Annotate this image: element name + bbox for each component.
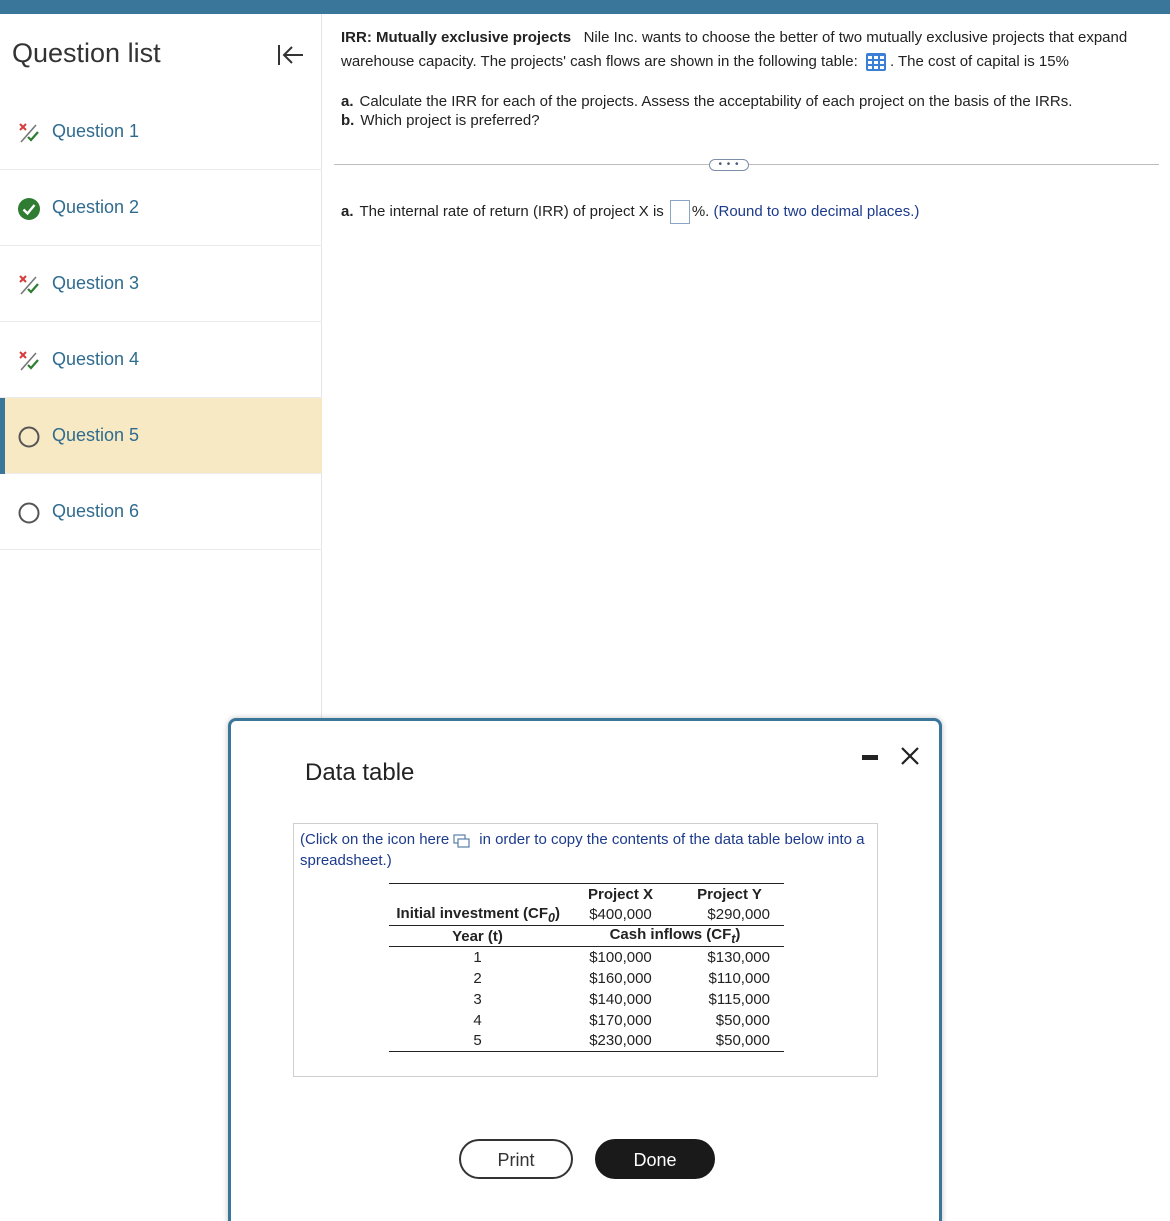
project-x-cell: $100,000 [589,948,652,966]
rounding-hint: (Round to two decimal places.) [713,203,920,220]
sidebar-item-question-2[interactable] [0,170,322,246]
sidebar-item-label: Question 2 [52,197,140,217]
project-y-cell: $115,000 [708,990,770,1008]
modal-title: Data table [305,759,415,786]
cash-inflows-label: Cash inflows $(CF_t)$ [566,926,784,947]
part-a-text: Calculate the IRR for each of the projects. Assess the acceptability of each project on the basis of the IRRs. [359,93,1073,110]
year-cell: 1 [473,948,482,966]
data-table-box [293,823,878,1077]
year-cell: 2 [473,969,482,987]
unanswered-circle-icon [17,501,41,525]
sidebar-item-label: Question 5 [52,425,140,445]
question-title: IRR: Mutually exclusive projects [341,29,572,46]
part-b-label: b. [341,112,355,129]
answer-row [341,200,919,224]
part-a-label: a. [341,93,354,110]
sidebar-item-label: Question 1 [52,121,140,141]
year-cell: 4 [473,1011,482,1029]
partial-credit-icon [17,121,41,145]
complete-check-icon [17,197,41,221]
sidebar-item-label: Question 4 [52,349,140,369]
copy-note-before: (Click on the icon here [300,831,450,848]
table-row [389,968,784,989]
project-x-cell: $140,000 [589,990,652,1008]
close-icon[interactable] [899,745,921,767]
project-y-cell: $110,000 [708,969,770,987]
collapse-sidebar-icon[interactable] [276,42,306,68]
data-table-icon[interactable] [865,52,887,72]
cost-of-capital-text: . The cost of capital is 15% [889,53,1069,70]
data-table-modal [228,718,942,1221]
sidebar-item-question-6[interactable] [0,474,322,550]
irr-answer-input[interactable] [670,200,690,224]
project-x-cell: $230,000 [566,1031,675,1052]
cash-flow-table [389,883,784,1052]
question-text [341,26,1166,74]
col-header-project-y: Project Y [675,884,784,905]
project-x-cell: $170,000 [589,1011,652,1029]
year-header-row [389,926,784,947]
sidebar-header [0,14,322,94]
expand-more-button[interactable]: • • • [709,159,749,171]
sidebar-item-label: Question 6 [52,501,140,521]
copy-note-after: in order to copy the contents of the data table below into a spreadsheet.) [300,831,865,869]
table-header-blank [389,884,566,905]
initial-investment-label: Initial investment $(CF_0)$ [396,904,560,925]
project-x-cell: $160,000 [589,969,652,987]
top-bar [0,0,1170,14]
project-y-cell: $50,000 [675,1031,784,1052]
copy-note [300,829,865,871]
year-cell: 3 [473,990,482,1008]
project-y-cell: $50,000 [715,1011,770,1029]
done-button[interactable]: Done [595,1139,715,1179]
sidebar-item-question-5[interactable] [0,398,322,474]
year-cell: 5 [389,1031,566,1052]
col-header-project-x: Project X [566,884,675,905]
part-b-text: Which project is preferred? [360,112,540,129]
unanswered-circle-icon [17,425,41,449]
initial-investment-y: $290,000 [707,906,770,924]
question-parts [341,92,1072,130]
table-row [389,1031,784,1052]
sidebar-item-question-1[interactable] [0,94,322,170]
answer-suffix: %. [691,203,710,220]
copy-to-spreadsheet-icon[interactable] [453,833,471,847]
print-button[interactable]: Print [459,1139,573,1179]
table-header-row [389,884,784,905]
table-row [389,947,784,968]
project-y-cell: $130,000 [707,948,770,966]
year-label: Year (t) [389,926,566,947]
initial-investment-x: $400,000 [589,906,652,924]
table-row [389,989,784,1010]
sidebar-item-question-4[interactable] [0,322,322,398]
answer-part-label: a. [341,203,354,220]
minimize-icon[interactable] [862,755,878,760]
sidebar-item-label: Question 3 [52,273,140,293]
initial-investment-row [389,905,784,926]
sidebar-item-question-3[interactable] [0,246,322,322]
question-intro: Nile Inc. wants to choose the better of two mutually exclusive projects that expand warehouse capacity. The projects' cash flows are shown in the following table: [341,29,1128,70]
partial-credit-icon [17,349,41,373]
answer-prompt: The internal rate of return (IRR) of project X is [359,203,664,220]
sidebar-title: Question list [12,38,161,68]
table-row [389,1010,784,1031]
partial-credit-icon [17,273,41,297]
